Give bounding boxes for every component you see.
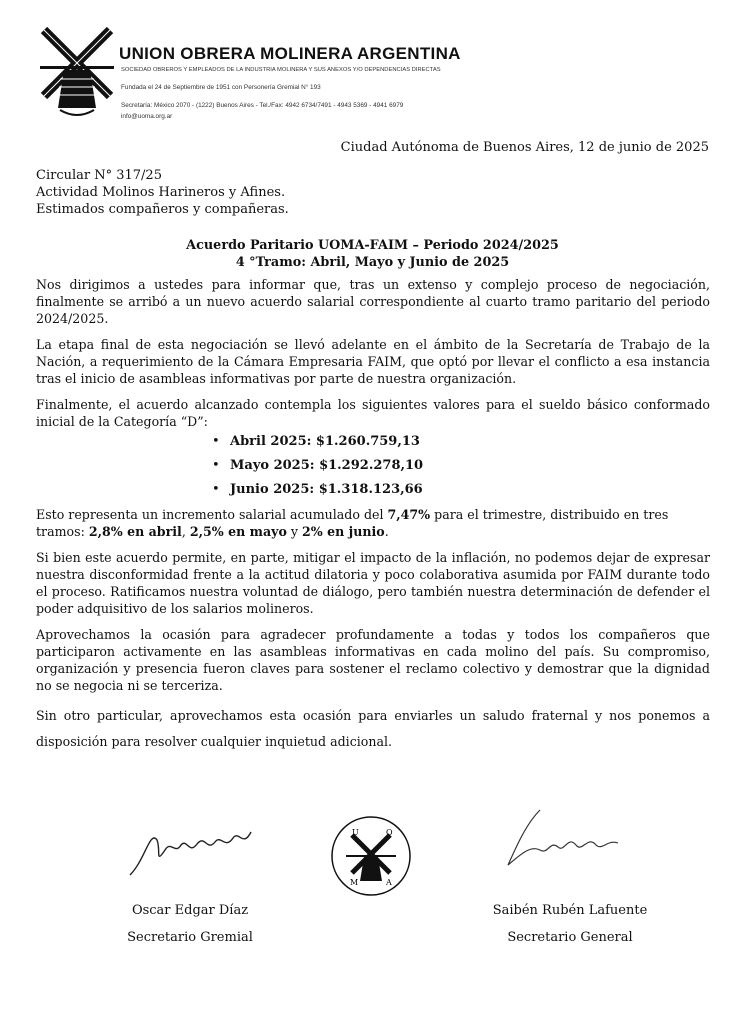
signer-name: Saibén Rubén Lafuente bbox=[492, 903, 648, 918]
salary-item: • Junio 2025: $1.318.123,66 bbox=[230, 482, 710, 497]
org-name: UNION OBRERA MOLINERA ARGENTINA bbox=[119, 44, 461, 63]
letter-date: Ciudad Autónoma de Buenos Aires, 12 de junio de 2025 bbox=[340, 140, 709, 155]
signature-block-right bbox=[470, 897, 670, 951]
paragraph: Sin otro particular, aprovechamos esta ocasión para enviarles un saludo fraternal y nos ponemos a disposición para resolver cualquier inquietud adicional. bbox=[36, 708, 710, 749]
org-subtitle: SOCIEDAD OBREROS Y EMPLEADOS DE LA INDUSTRIA MOLINERA Y SUS ANEXOS Y/O DEPENDENCIAS DIRECTAS bbox=[121, 67, 441, 73]
text: 2,8% en abril bbox=[88, 524, 182, 539]
org-founded: Fundada el 24 de Septiembre de 1951 con Personería Gremial N° 193 bbox=[121, 84, 321, 91]
seal-letter: A bbox=[386, 878, 392, 887]
signature-block-left bbox=[110, 897, 270, 951]
union-seal bbox=[330, 815, 412, 897]
activity: Actividad Molinos Harineros y Afines. bbox=[36, 185, 286, 200]
paragraph: Nos dirigimos a ustedes para informar que, tras un extenso y complejo proceso de negociación, finalmente se arribó a un nuevo acuerdo salarial correspondiente al cuarto tramo paritario del periodo 2024/2025. bbox=[36, 277, 710, 326]
text: para el trimestre, distribuido en tres tramos: bbox=[36, 507, 669, 539]
title-line: 4 °Tramo: Abril, Mayo y Junio de 2025 bbox=[235, 255, 510, 270]
org-email: info@uoma.org.ar bbox=[121, 113, 173, 120]
org-address: Secretaría: México 2070 - (1222) Buenos Aires - Tel./Fax: 4942 6734/7491 - 4943 5369 - 4941 6979 bbox=[121, 102, 404, 109]
signer-role: Secretario Gremial bbox=[127, 930, 253, 945]
paragraph: Finalmente, el acuerdo alcanzado contempla los siguientes valores para el sueldo básico conformado inicial de la Categoría “D”: bbox=[36, 397, 710, 429]
windmill-logo-icon bbox=[38, 24, 116, 120]
salary-list bbox=[36, 434, 710, 497]
text: 7,47% bbox=[387, 507, 431, 522]
signer-name: Oscar Edgar Díaz bbox=[131, 903, 249, 918]
text: 2% en junio bbox=[301, 524, 385, 539]
text: y bbox=[286, 524, 302, 539]
signer-role: Secretario General bbox=[507, 930, 633, 945]
signature-lafuente bbox=[500, 805, 630, 875]
paragraph bbox=[36, 506, 710, 540]
text: 2,5% en mayo bbox=[189, 524, 287, 539]
text: . bbox=[384, 524, 389, 539]
paragraph: Si bien este acuerdo permite, en parte, mitigar el impacto de la inflación, no podemos dejar de expresar nuestra disconformidad frente a la actitud dilatoria y poco colaborativa asumida por FAIM durante todo el proceso. Ratificamos nuestra voluntad de diálogo, pero también nuestra determinación de defender el poder adquisitivo de los salarios molineros. bbox=[36, 550, 710, 616]
seal-letter: U bbox=[352, 828, 359, 837]
letter-title bbox=[0, 237, 745, 271]
letter-intro bbox=[36, 167, 289, 218]
seal-letter: M bbox=[350, 878, 359, 887]
signature-diaz bbox=[125, 820, 260, 880]
paragraph: Aprovechamos la ocasión para agradecer profundamente a todas y todos los compañeros que participaron activamente en las asambleas informativas en cada molino del país. Su compromiso, organización y presencia fueron claves para sostener el reclamo colectivo y demostrar que la dignidad no se negocia ni se terceriza. bbox=[36, 627, 710, 693]
paragraph: La etapa final de esta negociación se llevó adelante en el ámbito de la Secretaría de Trabajo de la Nación, a requerimiento de la Cámara Empresaria FAIM, que optó por llevar el conflicto a esa instancia tras el inicio de asambleas informativas por parte de nuestra organización. bbox=[36, 337, 710, 386]
circular-number: Circular N° 317/25 bbox=[36, 168, 162, 183]
text: , bbox=[181, 524, 190, 539]
text: Esto representa un incremento salarial acumulado del bbox=[36, 507, 388, 522]
greeting: Estimados compañeros y compañeras. bbox=[36, 202, 289, 217]
letter-body bbox=[36, 276, 710, 764]
salary-item: • Abril 2025: $1.260.759,13 bbox=[230, 434, 710, 449]
seal-letter: O bbox=[386, 828, 393, 837]
title-line: Acuerdo Paritario UOMA-FAIM – Periodo 2024/2025 bbox=[186, 238, 559, 253]
salary-item: • Mayo 2025: $1.292.278,10 bbox=[230, 458, 710, 473]
